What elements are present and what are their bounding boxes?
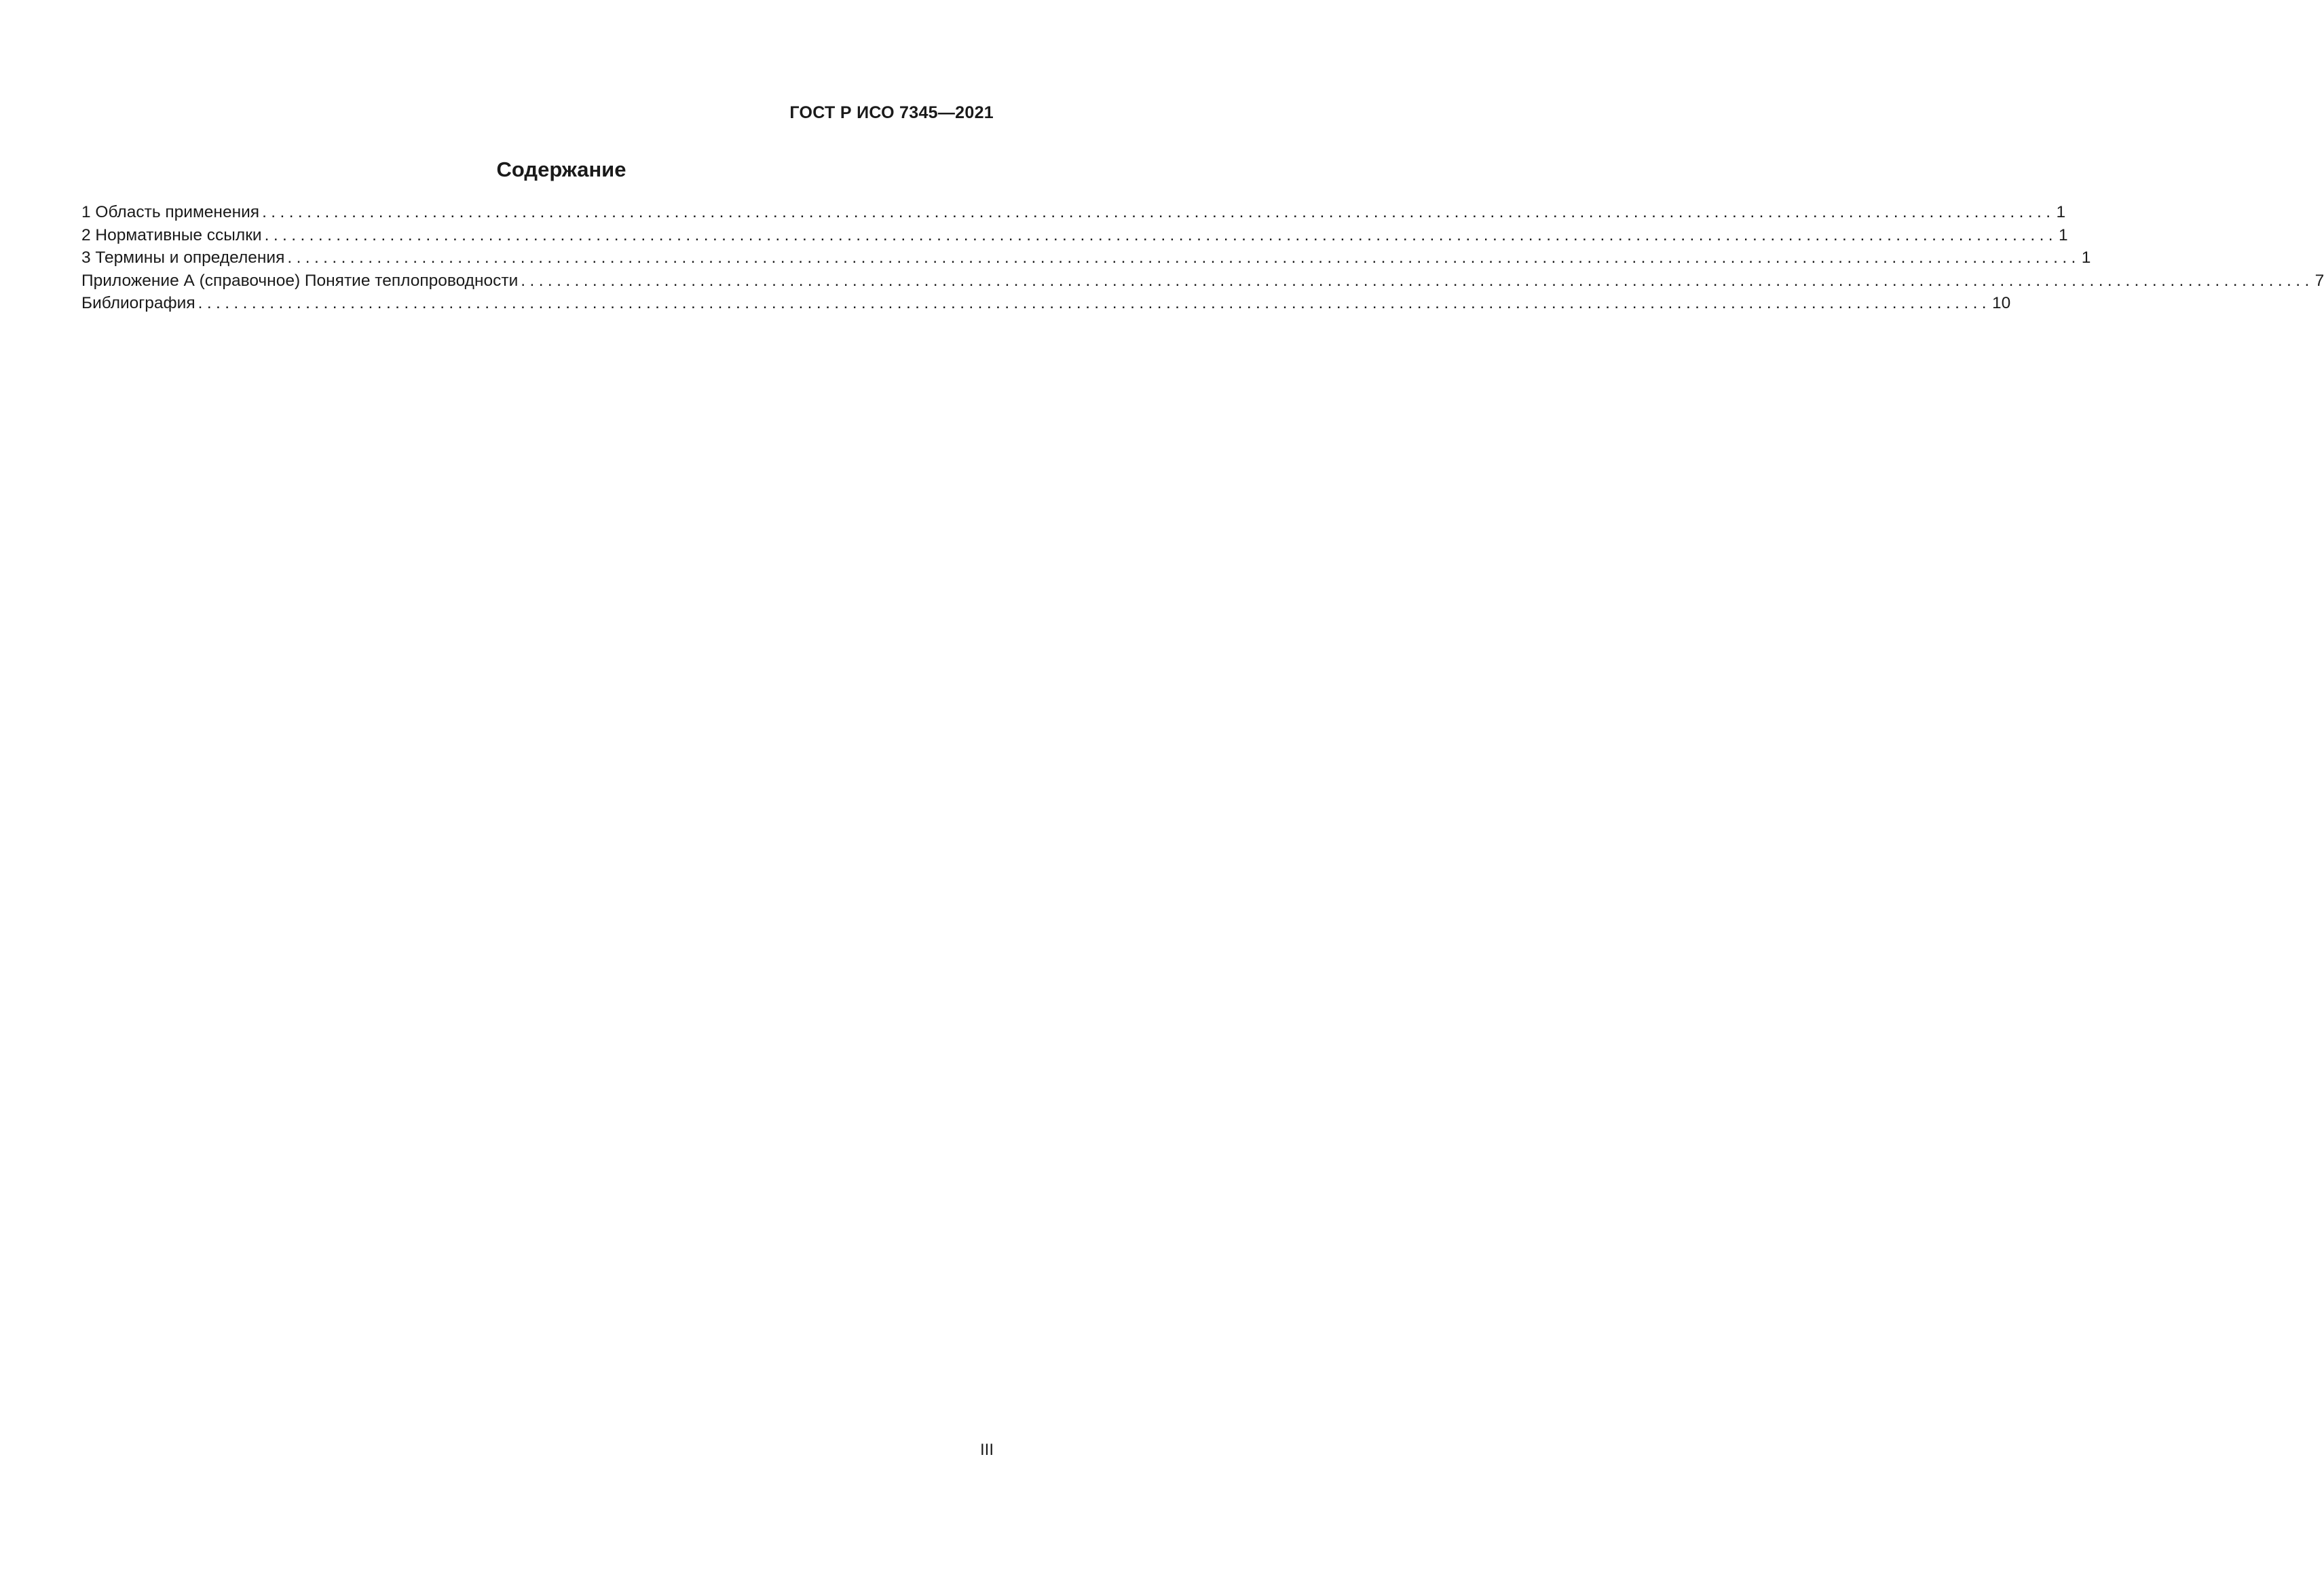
toc-entry-bibliography[interactable] (81, 292, 2011, 315)
toc-entry-scope[interactable] (81, 201, 2066, 224)
toc-leader-dots: ........................................................................................................................................................................................................ (264, 225, 2058, 244)
toc-leader-dots: ........................................................................................................................................................................................................ (521, 271, 2314, 290)
toc-entry-page: 1 (2056, 203, 2066, 221)
toc-entry-label: 3 Термины и определения (81, 248, 285, 267)
toc-entry-page: 1 (2059, 225, 2068, 244)
toc-title: Содержание (496, 158, 626, 181)
table-of-contents (81, 201, 2324, 315)
page-number: III (979, 1441, 994, 1459)
standard-designation: ГОСТ Р ИСО 7345—2021 (789, 103, 994, 122)
toc-entry-label: 1 Область применения (81, 203, 260, 221)
toc-entry-terms-definitions[interactable] (81, 246, 2091, 270)
toc-entry-label: 2 Нормативные ссылки (81, 225, 262, 244)
toc-entry-label: Приложение А (справочное) Понятие теплопроводности (81, 271, 519, 290)
toc-leader-dots: ........................................................................................................................................................................................................ (262, 203, 2055, 221)
toc-leader-dots: ........................................................................................................................................................................................................ (287, 248, 2080, 267)
toc-entry-page: 1 (2081, 248, 2091, 267)
toc-entry-label: Библиография (81, 294, 195, 312)
toc-entry-annex-a[interactable] (81, 270, 2324, 293)
toc-entry-normative-references[interactable] (81, 224, 2068, 247)
toc-entry-page: 10 (1992, 294, 2011, 312)
toc-leader-dots: ........................................................................................................................................................................................................ (198, 294, 1991, 312)
toc-entry-page: 7 (2314, 271, 2324, 290)
